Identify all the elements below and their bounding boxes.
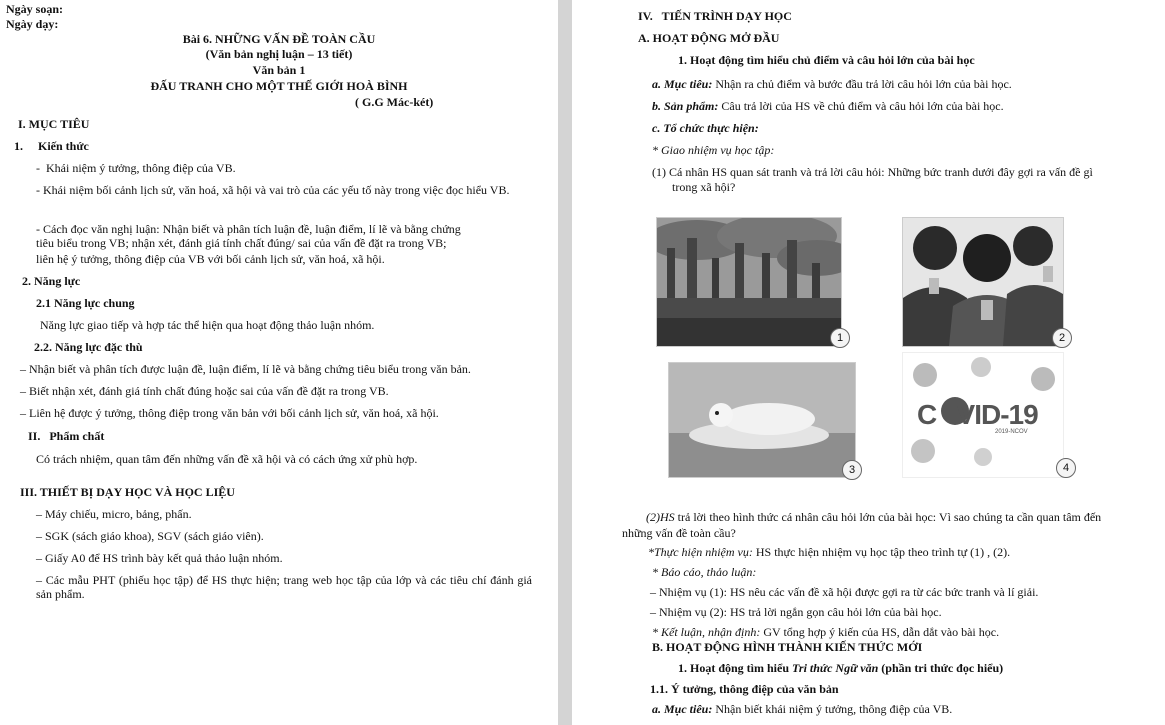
kien-thuc-2: - Khái niệm bối cảnh lịch sử, văn hoá, xã hội và vai trò của các yếu tố này trong việc đọc hiểu VB. bbox=[36, 183, 510, 197]
image-number-3: 3 bbox=[842, 460, 862, 480]
heading-hoat-dong-1: 1. Hoạt động tìm hiểu chủ điểm và câu hỏi lớn của bài học bbox=[678, 53, 975, 67]
people-icon bbox=[903, 218, 1063, 346]
thuc-hien-nhiem-vu bbox=[648, 545, 1010, 559]
section-thiet-bi: III. THIẾT BỊ DẠY HỌC VÀ HỌC LIỆU bbox=[20, 485, 235, 499]
to-chuc-thuc-hien: c. Tổ chức thực hiện: bbox=[652, 121, 759, 135]
muc-tieu-b bbox=[652, 702, 952, 716]
heading-hoat-dong-mo-dau: A. HOẠT ĐỘNG MỞ ĐẦU bbox=[638, 31, 780, 45]
section-muc-tieu: I. MỤC TIÊU bbox=[18, 117, 90, 131]
document-page-left bbox=[0, 0, 558, 725]
heading-pham-chat: II. Phẩm chất bbox=[28, 429, 105, 443]
section-tien-trinh: IV. TIẾN TRÌNH DẠY HỌC bbox=[638, 9, 792, 23]
thiet-bi-3: – Giấy A0 để HS trình bày kết quả thảo luận nhóm. bbox=[36, 551, 283, 565]
nang-luc-dac-thu-2: – Biết nhận xét, đánh giá tính chất đúng hoặc sai của vấn đề đặt ra trong VB. bbox=[20, 384, 389, 398]
question-2-label: (2)HS bbox=[646, 510, 675, 524]
question-2b: những vấn đề toàn cầu? bbox=[622, 526, 736, 540]
thuc-hien-text: HS thực hiện nhiệm vụ học tập theo trình tự (1) , (2). bbox=[752, 545, 1011, 559]
kien-thuc-3a: - Cách đọc văn nghị luận: Nhận biết và phân tích luận đề, luận điểm, lí lẽ và bằng chứng bbox=[36, 222, 461, 236]
pham-chat-text: Có trách nhiệm, quan tâm đến những vấn đề xã hội và có cách ứng xử phù hợp. bbox=[36, 452, 418, 466]
tri-thuc-italic: Tri thức Ngữ văn bbox=[792, 661, 879, 675]
bao-cao-thao-luan: * Báo cáo, thảo luận: bbox=[652, 565, 757, 579]
nang-luc-chung-text: Năng lực giao tiếp và hợp tác thể hiện qua hoạt động thảo luận nhóm. bbox=[40, 318, 375, 332]
san-pham-a bbox=[652, 99, 1004, 113]
thuc-hien-label: *Thực hiện nhiệm vụ: bbox=[648, 545, 753, 559]
covid-subtext: 2019-NCOV bbox=[995, 429, 1028, 435]
heading-hinh-thanh-kien-thuc: B. HOẠT ĐỘNG HÌNH THÀNH KIẾN THỨC MỚI bbox=[652, 640, 923, 654]
lesson-subtitle: (Văn bản nghị luận – 13 tiết) bbox=[205, 47, 353, 61]
page-gap bbox=[558, 0, 572, 725]
image-number-4: 4 bbox=[1056, 458, 1076, 478]
factory-icon bbox=[657, 218, 841, 346]
question-2a bbox=[646, 510, 1101, 524]
nang-luc-dac-thu-3: – Liên hệ được ý tưởng, thông điệp trong văn bản với bối cảnh lịch sử, văn hoá, xã hội. bbox=[20, 406, 439, 420]
prep-date-label: Ngày soạn: bbox=[6, 2, 64, 16]
document-page-right bbox=[572, 0, 1165, 725]
question-2-text: trả lời theo hình thức cá nhân câu hỏi lớn của bài học: Vì sao chúng ta cần quan tâm đến bbox=[674, 510, 1102, 524]
thiet-bi-4: – Các mẫu PHT (phiếu học tập) để HS thực hiện; trang web học tập của lớp và các tiêu chí đánh giá sản phẩm. bbox=[36, 573, 532, 601]
lesson-title: Bài 6. NHỮNG VẤN ĐỀ TOÀN CẦU bbox=[182, 32, 376, 46]
ket-luan-label: * Kết luận, nhận định: bbox=[652, 625, 761, 639]
image-number-2: 2 bbox=[1052, 328, 1072, 348]
question-1a: (1) Cá nhân HS quan sát tranh và trả lời câu hỏi: Những bức tranh dưới đây gợi ra vấn đề gì bbox=[652, 165, 1093, 179]
polar-bear-icon bbox=[669, 363, 855, 477]
heading-kien-thuc: 1. Kiến thức bbox=[14, 139, 89, 153]
author: ( G.G Mác-két) bbox=[355, 95, 434, 109]
image-number-1: 1 bbox=[830, 328, 850, 348]
teach-date-label: Ngày dạy: bbox=[6, 17, 59, 31]
heading-nang-luc-chung: 2.1 Năng lực chung bbox=[36, 296, 135, 310]
muc-tieu-b-text: Nhận biết khái niệm ý tưởng, thông điệp của VB. bbox=[712, 702, 953, 716]
tri-thuc-pre: 1. Hoạt động tìm hiểu bbox=[678, 661, 793, 675]
question-1b: trong xã hội? bbox=[672, 180, 736, 194]
covid-19-image bbox=[902, 352, 1064, 478]
ket-luan bbox=[652, 625, 999, 639]
nhiem-vu-2: – Nhiệm vụ (2): HS trả lời ngắn gọn câu hỏi lớn của bài học. bbox=[650, 605, 942, 619]
ket-luan-text: GV tổng hợp ý kiến của HS, dẫn dắt vào bài học. bbox=[760, 625, 1000, 639]
san-pham-text: Câu trả lời của HS về chủ điểm và câu hỏi lớn của bài học. bbox=[718, 99, 1004, 113]
factory-pollution-image bbox=[656, 217, 842, 347]
nhiem-vu-1: – Nhiệm vụ (1): HS nêu các vấn đề xã hội được gợi ra từ các bức tranh và lí giải. bbox=[650, 585, 1039, 599]
teens-phones-image bbox=[902, 217, 1064, 347]
kien-thuc-1: - Khái niệm ý tưởng, thông điệp của VB. bbox=[36, 161, 236, 175]
thiet-bi-2: – SGK (sách giáo khoa), SGV (sách giáo viên). bbox=[36, 529, 264, 543]
text-title: ĐẤU TRANH CHO MỘT THẾ GIỚI HOÀ BÌNH bbox=[150, 79, 408, 93]
covid-text: C VID-19 bbox=[917, 399, 1038, 430]
giao-nhiem-vu: * Giao nhiệm vụ học tập: bbox=[652, 143, 775, 157]
kien-thuc-3b: tiêu biểu trong VB; nhận xét, đánh giá tính chất đúng/ sai của vấn đề đặt ra trong VB; bbox=[36, 236, 447, 250]
heading-nang-luc-dac-thu: 2.2. Năng lực đặc thù bbox=[34, 340, 143, 354]
heading-y-tuong: 1.1. Ý tưởng, thông điệp của văn bản bbox=[650, 682, 839, 696]
heading-tri-thuc bbox=[678, 661, 1003, 675]
tri-thuc-post: (phần tri thức đọc hiểu) bbox=[878, 661, 1004, 675]
text-number: Văn bản 1 bbox=[252, 63, 306, 77]
nang-luc-dac-thu-1: – Nhận biết và phân tích được luận đề, luận điểm, lí lẽ và bằng chứng tiêu biểu trong văn bản. bbox=[20, 362, 471, 376]
kien-thuc-3c: liên hệ ý tưởng, thông điệp của VB với bối cảnh lịch sử, văn hoá, xã hội. bbox=[36, 252, 385, 266]
heading-nang-luc: 2. Năng lực bbox=[22, 274, 81, 288]
polar-bear-image bbox=[668, 362, 856, 478]
muc-tieu-b-label: a. Mục tiêu: bbox=[652, 702, 713, 716]
muc-tieu-label: a. Mục tiêu: bbox=[652, 77, 713, 91]
muc-tieu-a bbox=[652, 77, 1012, 91]
muc-tieu-text: Nhận ra chủ điểm và bước đầu trả lời câu hỏi lớn của bài học. bbox=[712, 77, 1012, 91]
san-pham-label: b. Sản phẩm: bbox=[652, 99, 719, 113]
thiet-bi-1: – Máy chiếu, micro, bảng, phấn. bbox=[36, 507, 192, 521]
